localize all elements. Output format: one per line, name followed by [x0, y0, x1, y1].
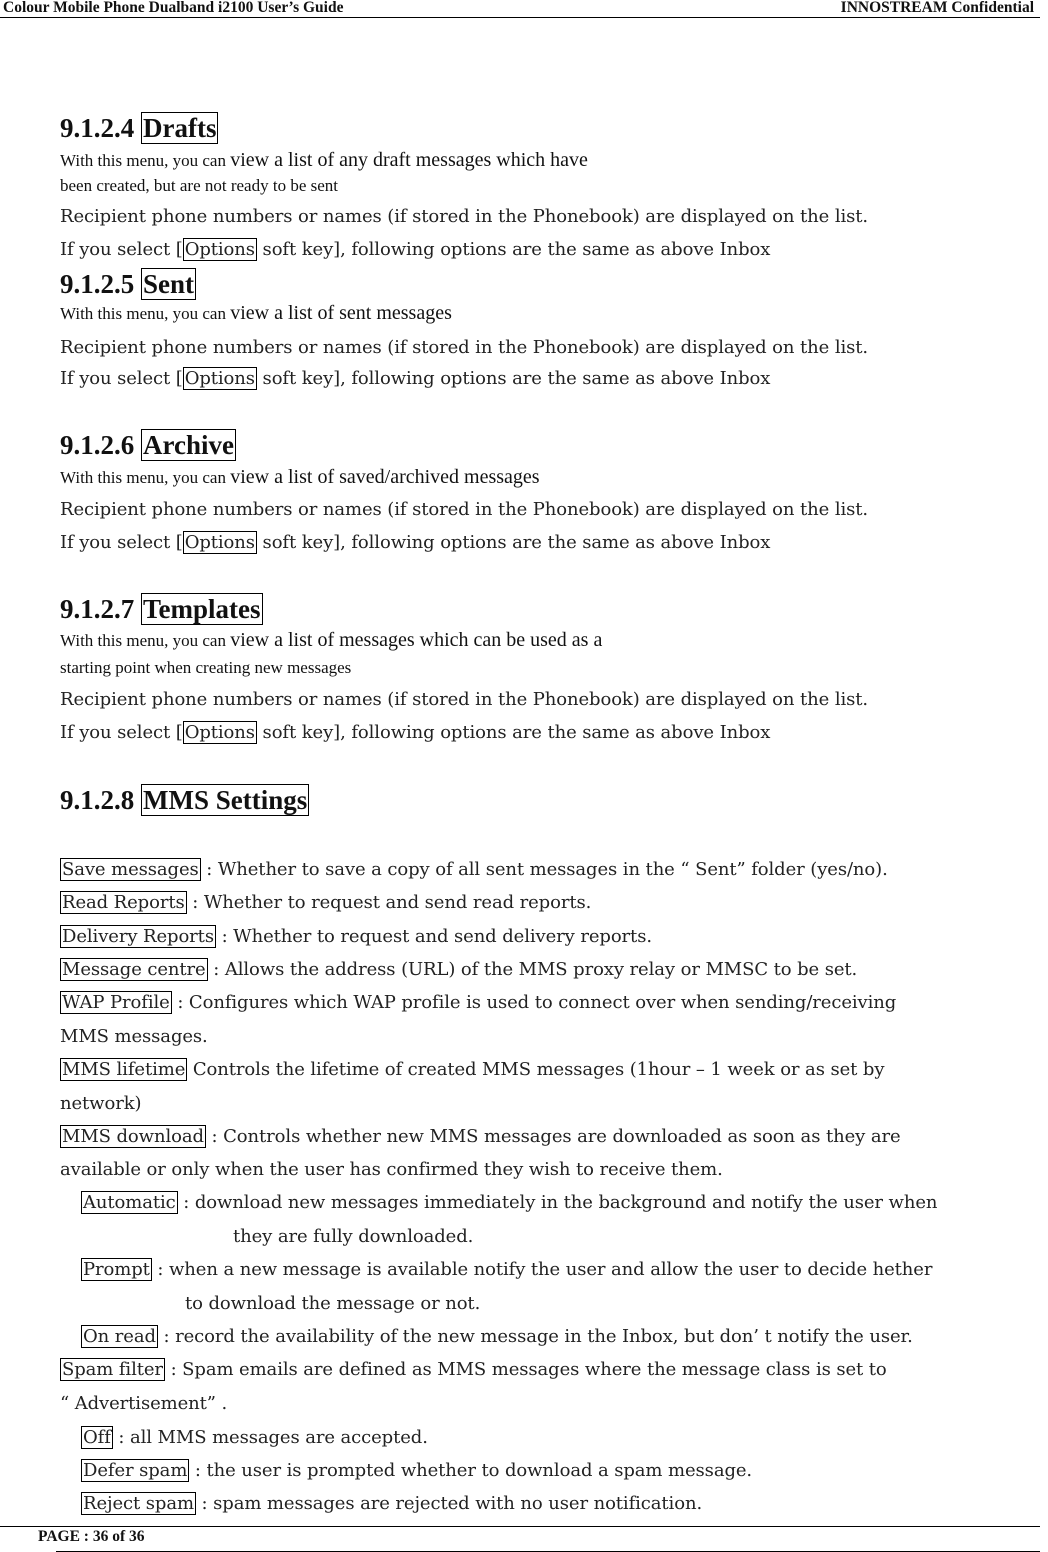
option-term: Off	[83, 1427, 111, 1448]
option-defer-spam: Defer spam : the user is prompted whether to download a spam message.	[83, 1460, 753, 1481]
option-on-read: On read : record the availability of the new message in the Inbox, but don’ t notify the user.	[83, 1326, 913, 1347]
drafts-recipients: Recipient phone numbers or names (if stored in the Phonebook) are displayed on the list.	[60, 206, 869, 227]
option-term: Defer spam	[83, 1460, 188, 1481]
templates-recipients: Recipient phone numbers or names (if stored in the Phonebook) are displayed on the list.	[60, 689, 869, 710]
options-soft-key: Options	[184, 239, 255, 260]
drafts-options-line: If you select [ Options soft key], following options are the same as above Inbox	[60, 239, 771, 260]
setting-wap-profile-cont: MMS messages.	[60, 1026, 208, 1047]
drafts-intro-line2: been created, but are not ready to be sent	[60, 176, 339, 195]
setting-delivery-reports: Delivery Reports : Whether to request and send delivery reports.	[62, 926, 652, 947]
page-footer	[0, 1526, 1040, 1552]
sent-intro: With this menu, you can view a list of sent messages	[60, 302, 452, 324]
setting-term: Spam filter	[62, 1359, 163, 1380]
setting-wap-profile: WAP Profile : Configures which WAP profile is used to connect over when sending/receiving	[62, 992, 897, 1013]
heading-drafts-title: Drafts	[143, 113, 217, 143]
setting-term: Message centre	[62, 959, 206, 980]
setting-spam-filter-cont: “ Advertisement” .	[60, 1393, 228, 1414]
option-automatic: Automatic : download new messages immediately in the background and notify the user when	[83, 1192, 938, 1213]
option-term: Automatic	[83, 1192, 176, 1213]
heading-sent: 9.1.2.5 Sent	[60, 269, 195, 299]
page-number: PAGE : 36 of 36	[38, 1528, 145, 1545]
option-term: Prompt	[83, 1259, 150, 1280]
setting-mms-lifetime-cont: network)	[60, 1093, 142, 1114]
option-automatic-cont: they are fully downloaded.	[233, 1226, 474, 1247]
templates-intro: With this menu, you can view a list of messages which can be used as a	[60, 629, 603, 651]
setting-term: Save messages	[62, 859, 199, 880]
page-header	[0, 0, 1040, 18]
header-doc-title: Colour Mobile Phone Dualband i2100 User’s Guide	[3, 0, 344, 16]
heading-drafts: 9.1.2.4 Drafts	[60, 113, 217, 143]
setting-term: MMS lifetime	[62, 1059, 186, 1080]
templates-intro-line2: starting point when creating new messages	[60, 658, 352, 677]
setting-term: MMS download	[62, 1126, 204, 1147]
option-prompt-cont: to download the message or not.	[185, 1293, 481, 1314]
heading-archive-title: Archive	[143, 430, 234, 460]
setting-save-messages: Save messages : Whether to save a copy of all sent messages in the “ Sent” folder (yes/no).	[62, 859, 888, 880]
option-reject-spam: Reject spam : spam messages are rejected with no user notification.	[83, 1493, 703, 1514]
option-off: Off : all MMS messages are accepted.	[83, 1427, 428, 1448]
archive-intro: With this menu, you can view a list of saved/archived messages	[60, 466, 540, 488]
options-soft-key: Options	[184, 722, 255, 743]
drafts-intro: With this menu, you can view a list of any draft messages which have	[60, 149, 588, 171]
heading-mms-settings-title: MMS Settings	[143, 785, 308, 815]
setting-mms-download: MMS download : Controls whether new MMS messages are downloaded as soon as they are	[62, 1126, 901, 1147]
header-confidential: INNOSTREAM Confidential	[840, 0, 1034, 16]
heading-templates-title: Templates	[143, 594, 261, 624]
options-soft-key: Options	[184, 368, 255, 389]
setting-read-reports: Read Reports : Whether to request and send read reports.	[62, 892, 592, 913]
heading-mms-settings: 9.1.2.8 MMS Settings	[60, 785, 308, 815]
option-term: Reject spam	[83, 1493, 194, 1514]
heading-archive: 9.1.2.6 Archive	[60, 430, 234, 460]
options-soft-key: Options	[184, 532, 255, 553]
sent-options-line: If you select [ Options soft key], following options are the same as above Inbox	[60, 368, 771, 389]
setting-term: Delivery Reports	[62, 926, 214, 947]
option-prompt: Prompt : when a new message is available notify the user and allow the user to decide hether	[83, 1259, 933, 1280]
archive-recipients: Recipient phone numbers or names (if stored in the Phonebook) are displayed on the list.	[60, 499, 869, 520]
setting-message-centre: Message centre : Allows the address (URL) of the MMS proxy relay or MMSC to be set.	[62, 959, 858, 980]
templates-options-line: If you select [ Options soft key], following options are the same as above Inbox	[60, 722, 771, 743]
heading-sent-title: Sent	[143, 269, 195, 299]
setting-mms-download-cont: available or only when the user has confirmed they wish to receive them.	[60, 1159, 723, 1180]
heading-templates: 9.1.2.7 Templates	[60, 594, 261, 624]
setting-spam-filter: Spam filter : Spam emails are defined as MMS messages where the message class is set to	[62, 1359, 887, 1380]
setting-term: WAP Profile	[62, 992, 170, 1013]
archive-options-line: If you select [ Options soft key], following options are the same as above Inbox	[60, 532, 771, 553]
setting-mms-lifetime: MMS lifetime Controls the lifetime of created MMS messages (1hour – 1 week or as set by	[62, 1059, 885, 1080]
sent-recipients: Recipient phone numbers or names (if stored in the Phonebook) are displayed on the list.	[60, 337, 869, 358]
option-term: On read	[83, 1326, 156, 1347]
setting-term: Read Reports	[62, 892, 185, 913]
